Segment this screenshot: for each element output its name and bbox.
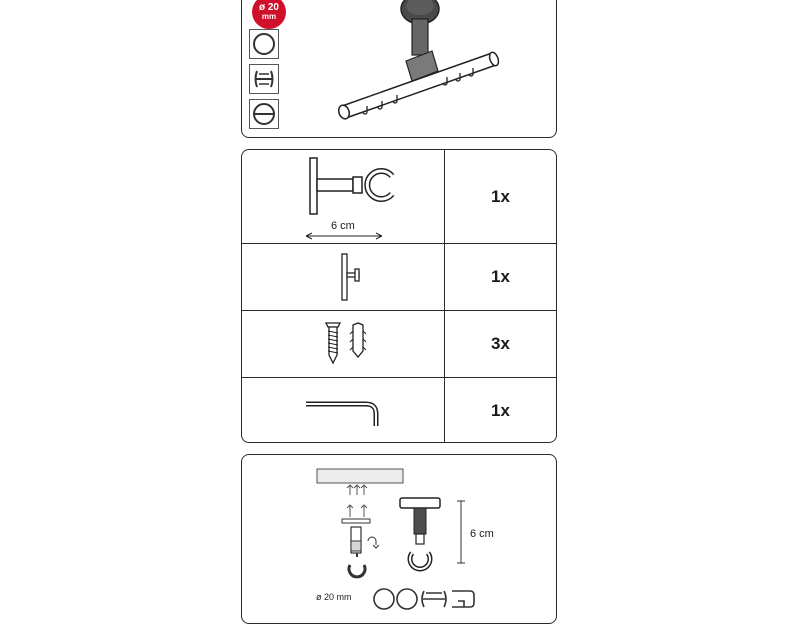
diameter-unit: mm xyxy=(261,12,277,21)
product-overview-panel xyxy=(241,0,557,138)
install-diameter-label: ø 20 mm xyxy=(316,592,352,602)
parts-row-screw-plug xyxy=(242,310,556,377)
installation-panel xyxy=(241,454,557,624)
screw-and-plug-icon xyxy=(242,311,442,378)
parts-row-hex-key xyxy=(242,243,556,310)
install-height-label: 6 cm xyxy=(470,528,494,540)
bracket-quantity: 1x xyxy=(444,150,556,243)
curtain-rod-illustration xyxy=(242,0,558,139)
parts-row-bracket xyxy=(242,150,556,243)
allen-key-quantity: 1x xyxy=(444,378,556,443)
parts-list-panel xyxy=(241,149,557,443)
allen-key-icon xyxy=(242,378,442,443)
hex-key-icon xyxy=(242,244,442,311)
bracket-dimension: 6 cm xyxy=(331,220,355,232)
diameter-value: ø 20 xyxy=(258,2,279,13)
screw-and-plug-quantity: 3x xyxy=(444,311,556,377)
parts-row-allen-key xyxy=(242,377,556,443)
hex-key-quantity: 1x xyxy=(444,244,556,310)
